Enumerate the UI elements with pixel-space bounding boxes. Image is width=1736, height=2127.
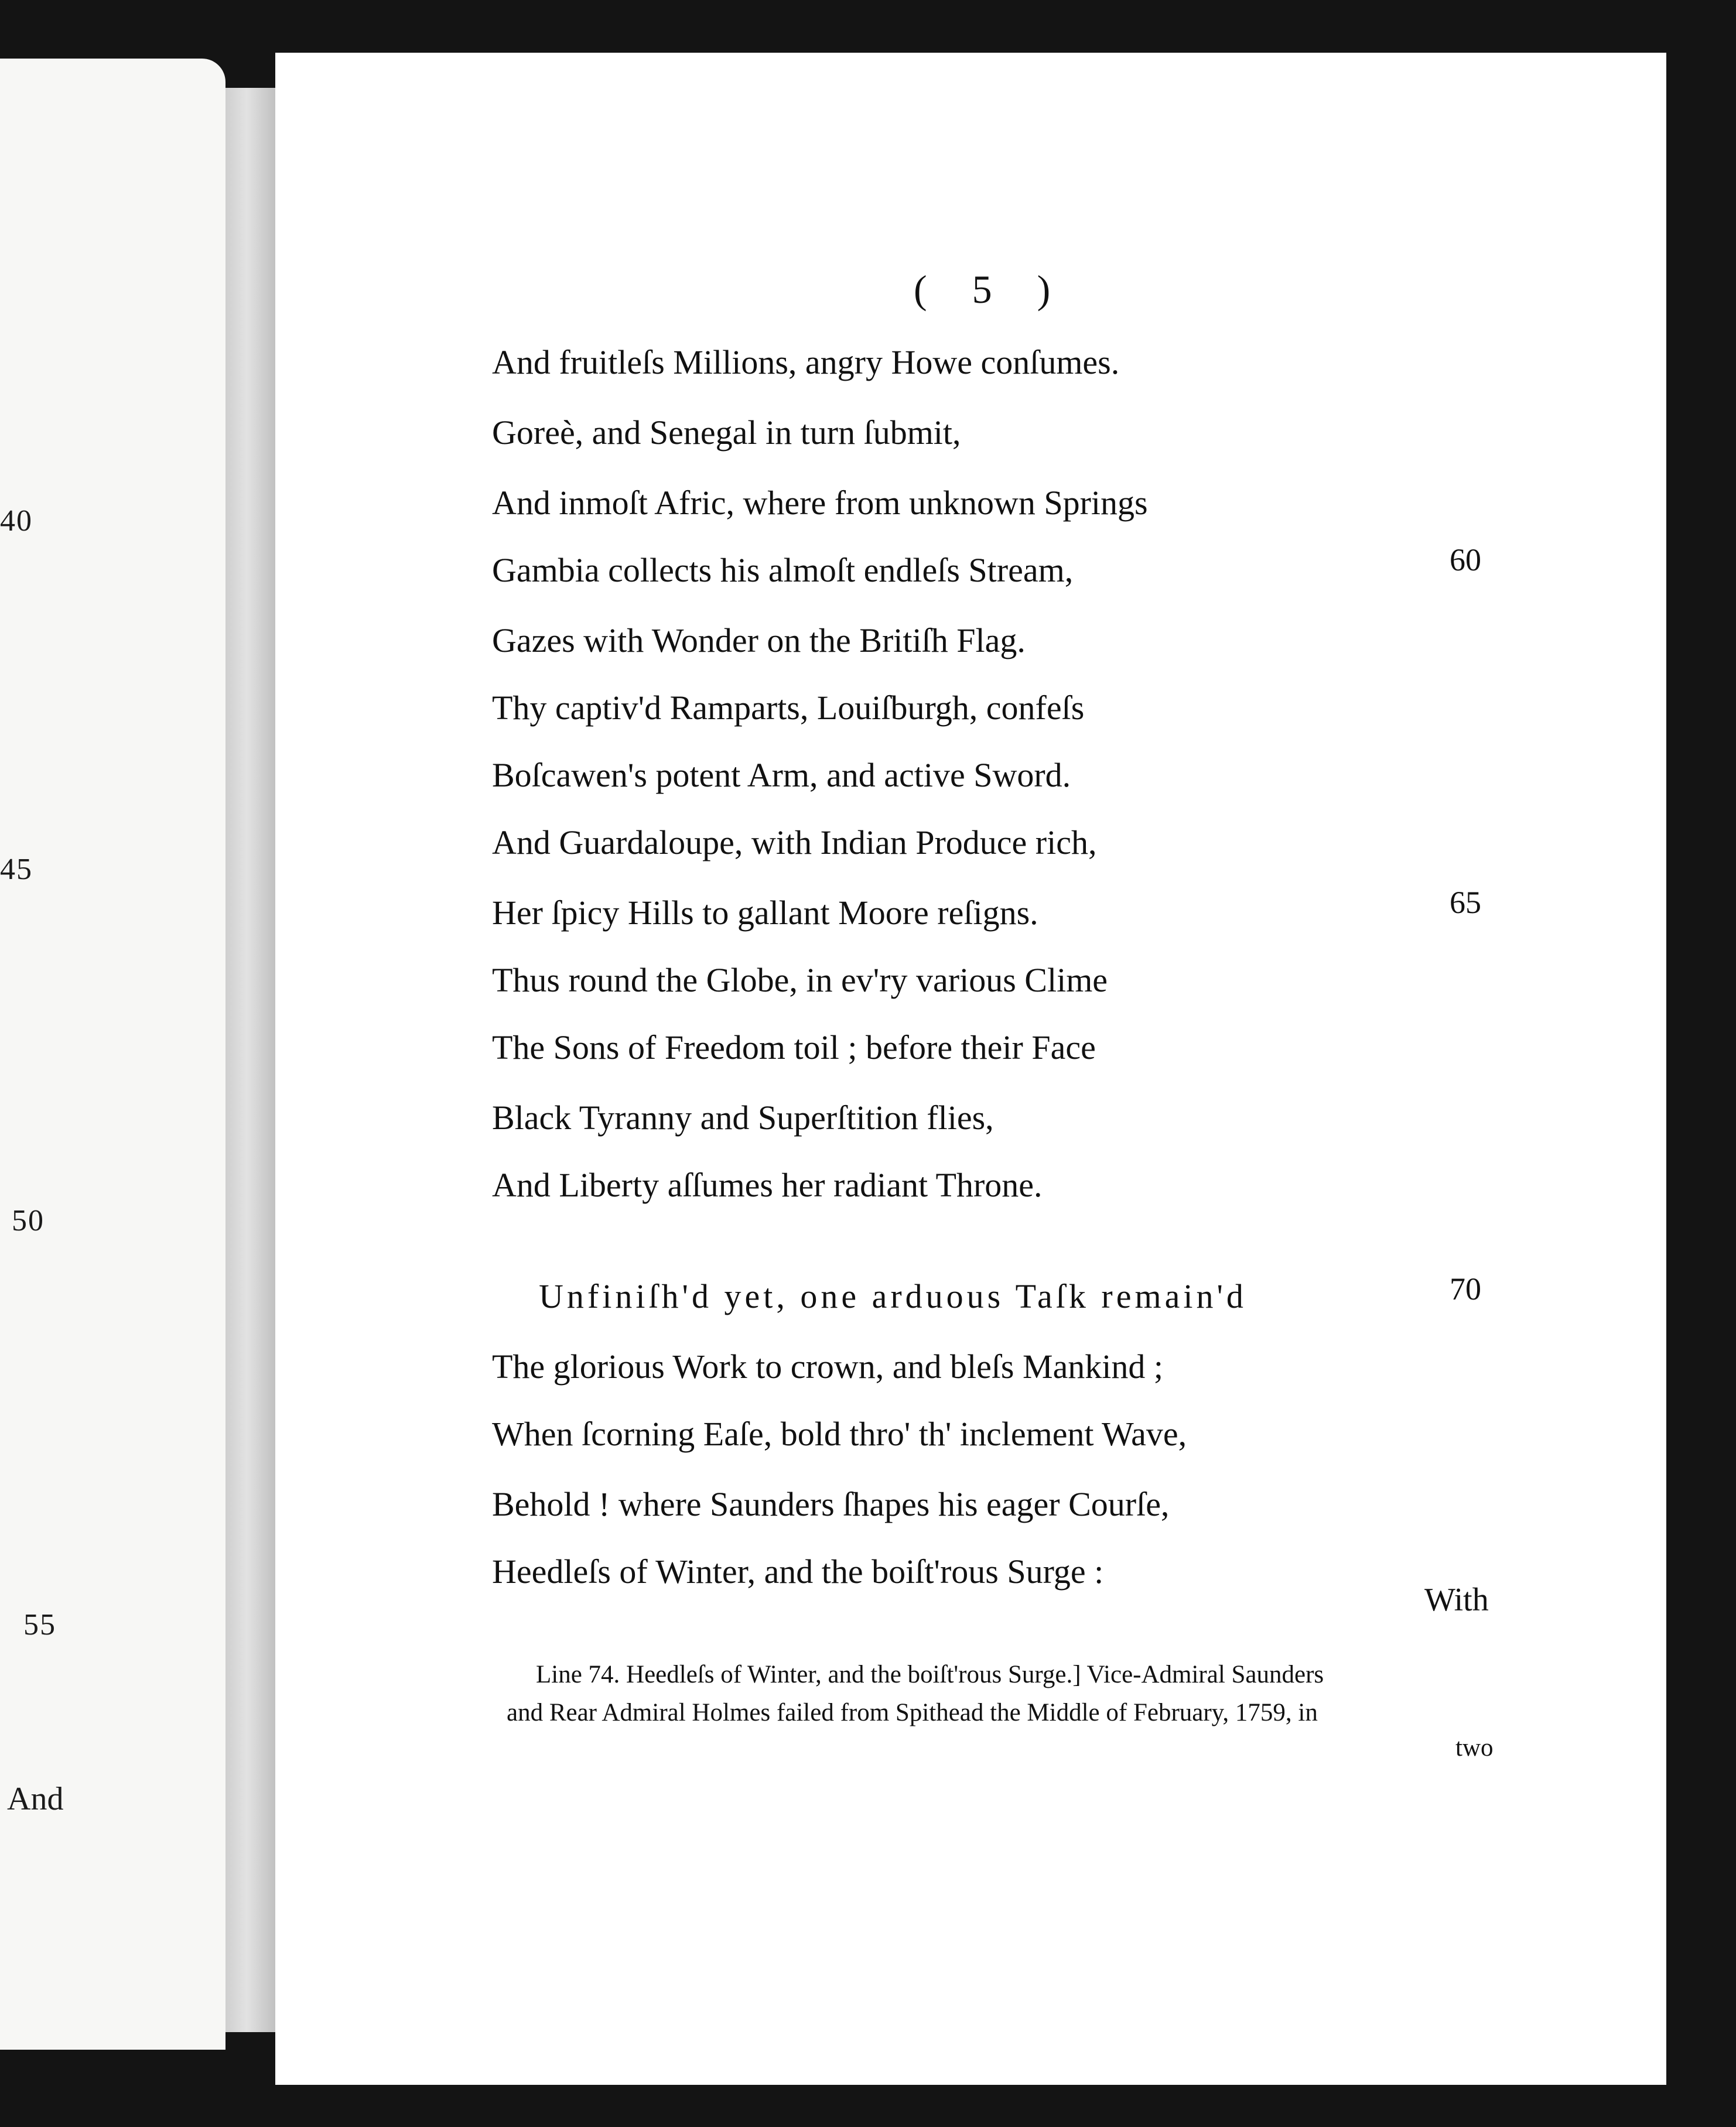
page-number: ( 5 ) <box>914 267 1068 312</box>
verse-line: And Liberty aſſumes her radiant Throne. <box>492 1166 1043 1204</box>
verse-line: Boſcawen's potent Arm, and active Sword. <box>492 756 1071 794</box>
line-number: 60 <box>1450 542 1481 577</box>
facing-page <box>0 59 225 2050</box>
catchword: With <box>1424 1582 1489 1618</box>
verse-line: Unfiniſh'd yet, one arduous Taſk remain'd <box>539 1277 1247 1315</box>
verse-line: Behold ! where Saunders ſhapes his eager Courſe, <box>492 1485 1170 1523</box>
verse-line: Gambia collects his almoſt endleſs Stream, <box>492 551 1074 589</box>
verse-line: The Sons of Freedom toil ; before their Face <box>492 1028 1096 1066</box>
line-number: 65 <box>1450 885 1481 920</box>
line-number: 70 <box>1450 1271 1481 1307</box>
verse-line: Heedleſs of Winter, and the boiſt'rous Surge : <box>492 1552 1104 1591</box>
book-gutter <box>225 88 278 2032</box>
facing-line-number: 40 <box>0 504 33 538</box>
facing-line-number: 50 <box>12 1204 45 1237</box>
verse-line: Thy captiv'd Ramparts, Louiſburgh, confeſs <box>492 689 1085 727</box>
footnote-line: Line 74. Heedleſs of Winter, and the boiſt'rous Surge.] Vice-Admiral Saunders <box>536 1661 1324 1688</box>
verse-line: Gazes with Wonder on the Britiſh Flag. <box>492 621 1026 659</box>
facing-line-number: 45 <box>0 853 33 886</box>
verse-line: Thus round the Globe, in ev'ry various Clime <box>492 961 1108 999</box>
verse-line: And fruitleſs Millions, angry Howe conſumes. <box>492 343 1120 381</box>
verse-line: When ſcorning Eaſe, bold thro' th' inclement Wave, <box>492 1415 1187 1453</box>
verse-line: And inmoſt Afric, where from unknown Springs <box>492 484 1148 522</box>
verse-line: And Guardaloupe, with Indian Produce rich, <box>492 823 1097 861</box>
verse-line: Her ſpicy Hills to gallant Moore reſigns. <box>492 894 1038 932</box>
footnote-line: and Rear Admiral Holmes failed from Spithead the Middle of February, 1759, in <box>507 1699 1318 1726</box>
verse-line: Black Tyranny and Superſtition flies, <box>492 1099 994 1137</box>
footnote-catchword: two <box>1455 1734 1494 1762</box>
facing-line-number: 55 <box>23 1608 56 1642</box>
verse-line: The glorious Work to crown, and bleſs Mankind ; <box>492 1348 1164 1386</box>
verse-line: Goreè, and Senegal in turn ſubmit, <box>492 413 961 452</box>
facing-catchword: And <box>7 1781 64 1817</box>
